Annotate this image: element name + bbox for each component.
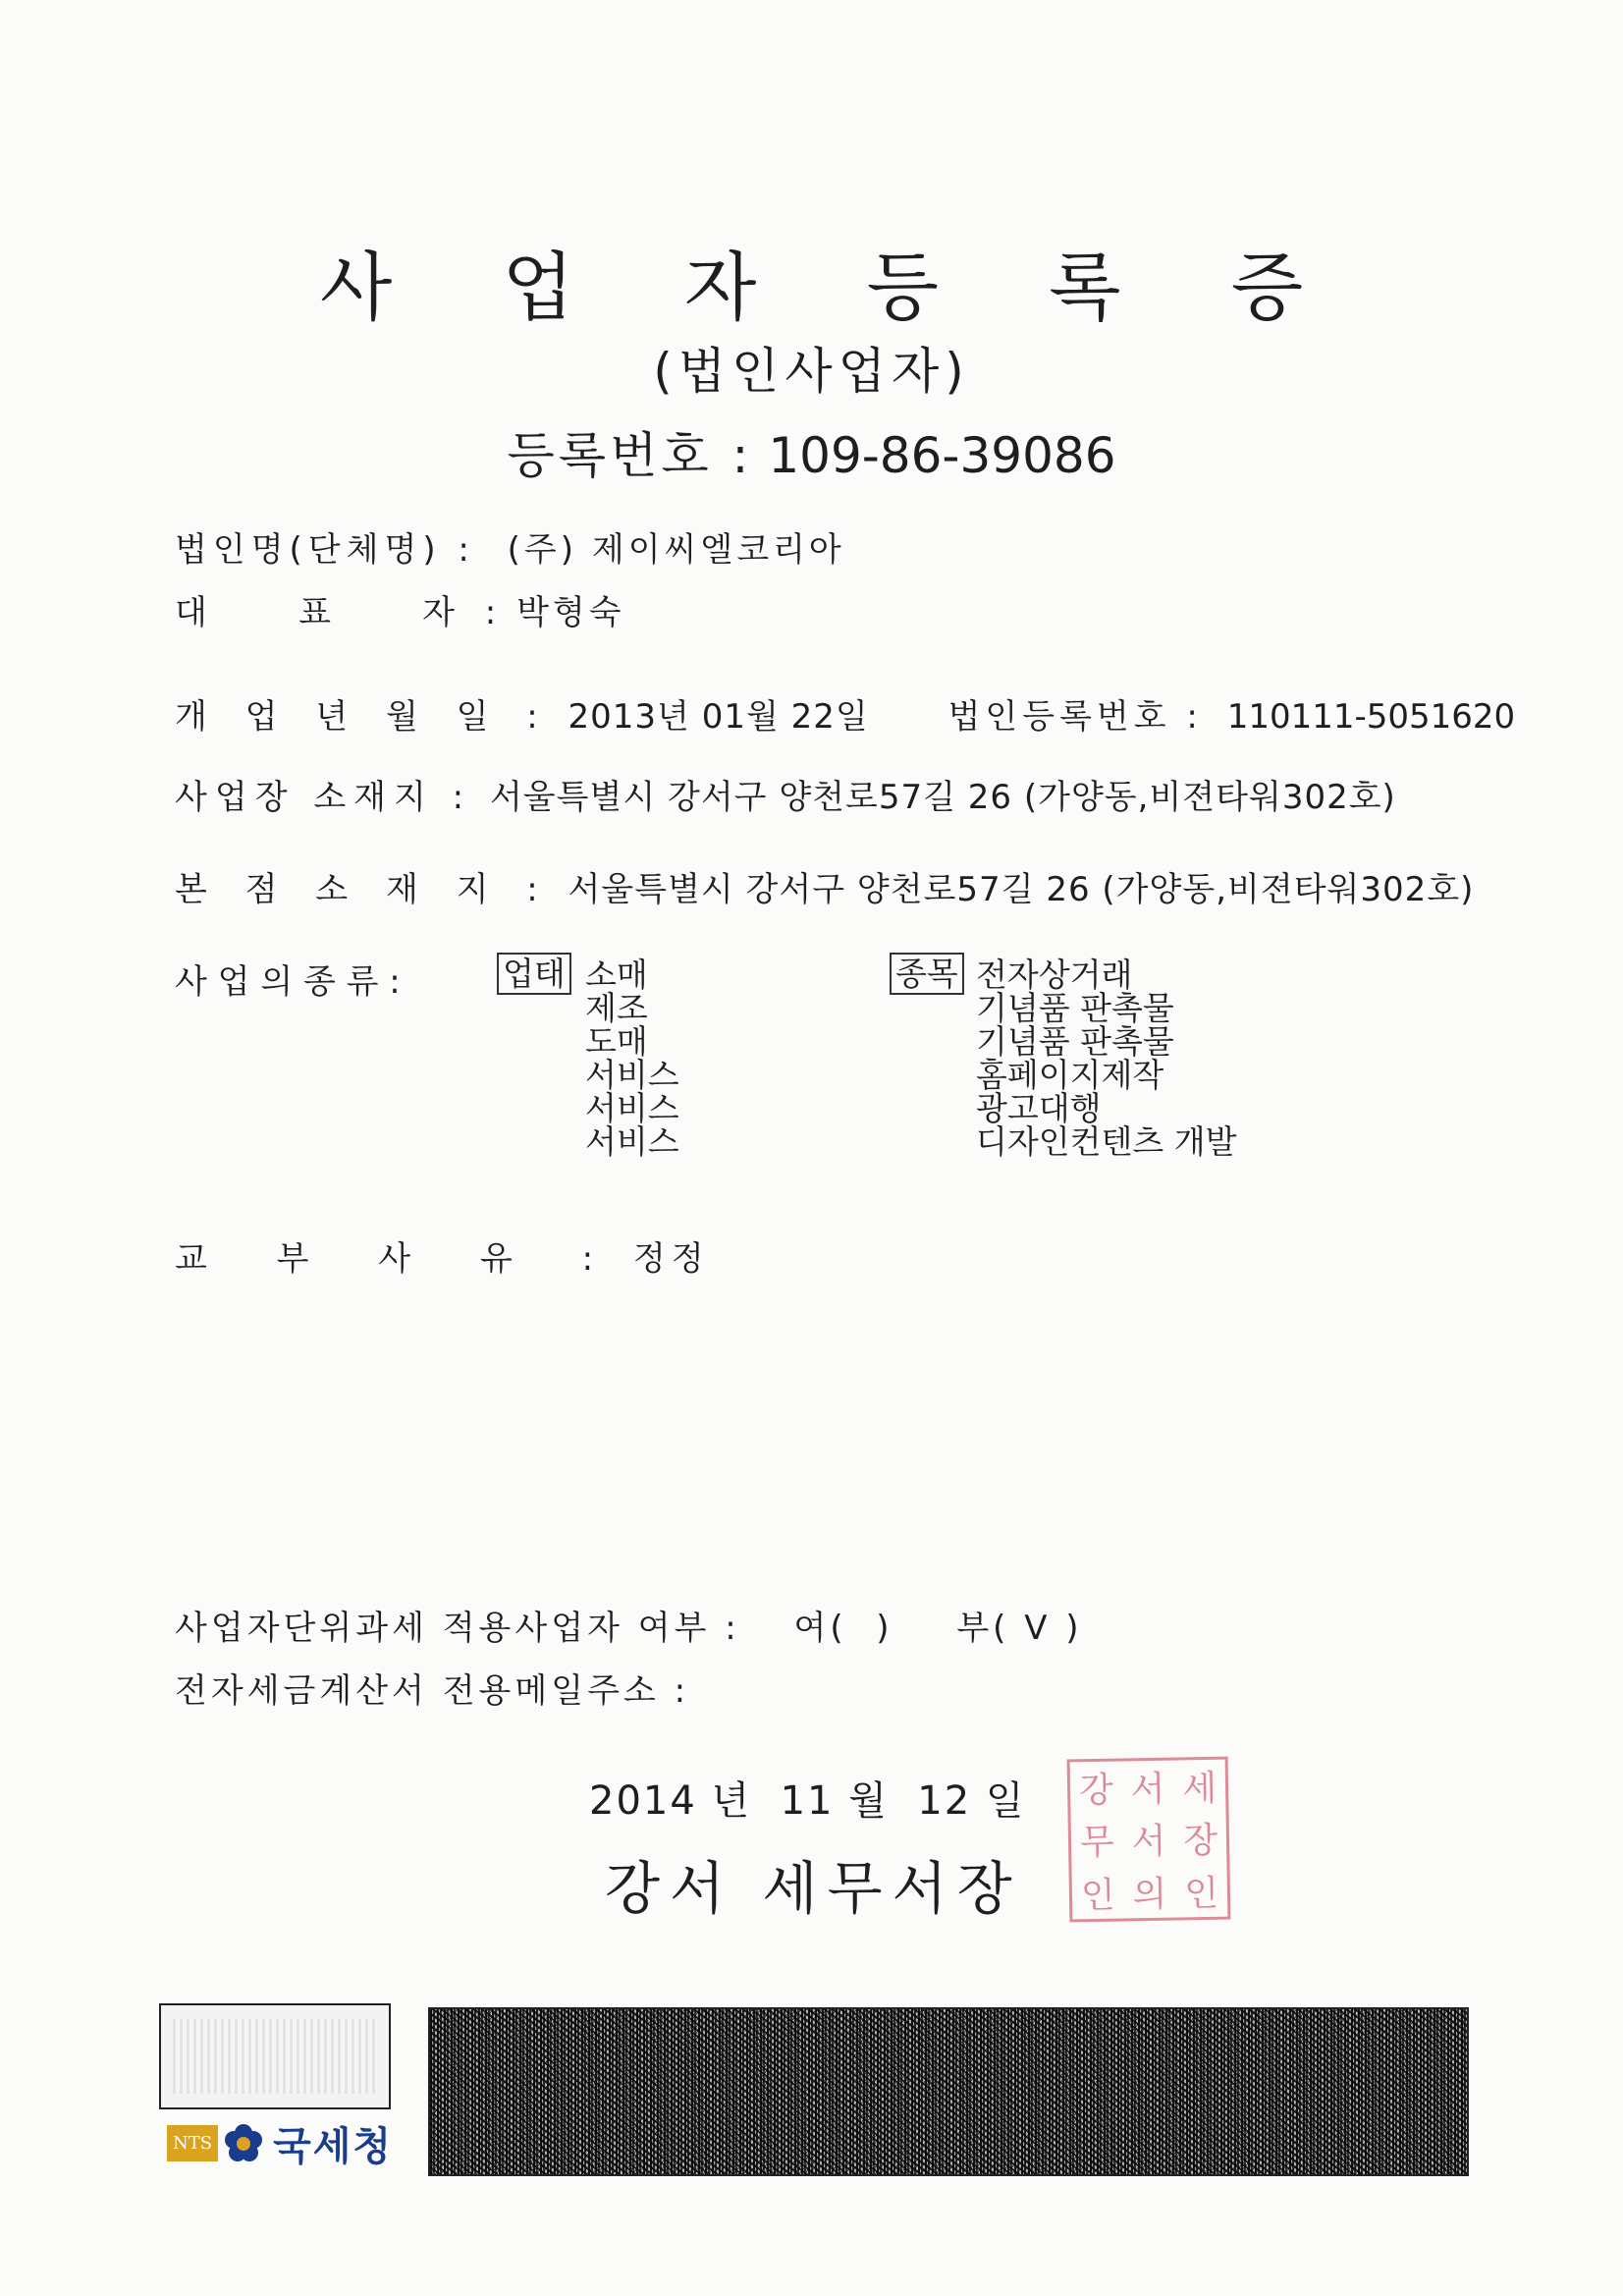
issue-reason-row	[175, 1231, 710, 1280]
item-entry: 기념품 판촉물	[976, 989, 1174, 1027]
registration-number	[0, 416, 1623, 487]
unit-tax-no: 부( V )	[956, 1609, 1083, 1648]
stamp-box	[159, 2003, 391, 2109]
item-entry: 전자상거래	[976, 956, 1133, 994]
biz-location-label: 사업장 소재지 :	[175, 778, 472, 817]
hq-location-row	[175, 862, 1474, 910]
category-item: 서비스	[585, 1122, 679, 1161]
corp-name-label: 법인명(단체명) :	[175, 530, 475, 570]
reg-number-value: 109-86-39086	[768, 427, 1116, 484]
seal-char: 의	[1132, 1874, 1167, 1916]
unit-tax-yes: 여( )	[793, 1609, 893, 1648]
issue-reason-value: 정정	[632, 1239, 710, 1279]
issue-reason-label: 교 부 사 유 :	[175, 1239, 623, 1279]
stamp-pattern	[173, 2019, 377, 2094]
corp-reg-label: 법인등록번호 :	[947, 697, 1203, 737]
open-date-value: 2013년 01월 22일	[568, 697, 869, 737]
corp-name-value: (주) 제이씨엘코리아	[507, 530, 845, 570]
open-date-label: 개 업 년 월 일 :	[175, 697, 552, 737]
category-list	[585, 958, 679, 1159]
seal-char: 인	[1080, 1875, 1116, 1917]
item-entry: 광고대행	[976, 1089, 1102, 1127]
category-tag-box: 업태	[497, 953, 571, 995]
item-entry: 홈페이지제작	[976, 1056, 1164, 1094]
nts-badge: NTS	[167, 2125, 218, 2161]
document-title: 사 업 자 등 록 증	[319, 244, 1347, 331]
email-label: 전자세금계산서 전용메일주소 :	[175, 1671, 690, 1711]
nts-name: 국세청	[273, 2123, 394, 2169]
item-tag-box: 종목	[890, 953, 964, 995]
security-barcode	[428, 2007, 1469, 2176]
representative-label: 대 표 자 :	[175, 593, 507, 632]
item-entry: 디자인컨텐츠 개발	[976, 1122, 1237, 1161]
open-date-row	[175, 689, 1515, 738]
seal-char: 세	[1182, 1768, 1217, 1810]
corp-reg-value: 110111-5051620	[1226, 697, 1516, 737]
biz-type-label: 사 업 의 종 류 :	[175, 962, 401, 1002]
document-subtitle: (법인사업자)	[653, 343, 970, 400]
seal-char: 무	[1079, 1823, 1115, 1864]
item-tag	[890, 957, 964, 992]
hq-location-value: 서울특별시 강서구 양천로57길 26 (가양동,비젼타워302호)	[568, 870, 1475, 909]
biz-location-row	[175, 770, 1396, 818]
biz-location-value: 서울특별시 강서구 양천로57길 26 (가양동,비젼타워302호)	[489, 778, 1396, 817]
hq-location-label: 본 점 소 재 지 :	[175, 870, 552, 909]
nts-logo	[167, 2115, 393, 2170]
category-tag	[497, 957, 571, 992]
seal-char: 장	[1182, 1821, 1218, 1862]
flower-icon	[222, 2121, 265, 2164]
seal-char: 인	[1183, 1873, 1219, 1915]
category-item: 서비스	[585, 1089, 679, 1127]
corp-name-row	[175, 522, 845, 571]
unit-tax-row	[175, 1601, 1083, 1649]
official-seal	[1067, 1757, 1231, 1923]
category-item: 제조	[585, 989, 648, 1027]
category-item: 서비스	[585, 1056, 679, 1094]
representative-value: 박형숙	[516, 593, 625, 632]
representative-row	[175, 585, 625, 633]
unit-tax-label: 사업자단위과세 적용사업자 여부 :	[175, 1609, 740, 1648]
category-item: 도매	[585, 1022, 648, 1061]
item-list	[976, 958, 1237, 1159]
category-item: 소매	[585, 956, 648, 994]
seal-char: 강	[1078, 1770, 1114, 1812]
tax-office-name: 강서 세무서장	[605, 1855, 1022, 1922]
seal-char: 서	[1131, 1822, 1166, 1863]
issue-date: 2014 년 11 월 12 일	[589, 1778, 1026, 1824]
reg-number-label: 등록번호 :	[507, 427, 753, 484]
seal-char: 서	[1130, 1769, 1165, 1811]
item-entry: 기념품 판촉물	[976, 1022, 1174, 1061]
